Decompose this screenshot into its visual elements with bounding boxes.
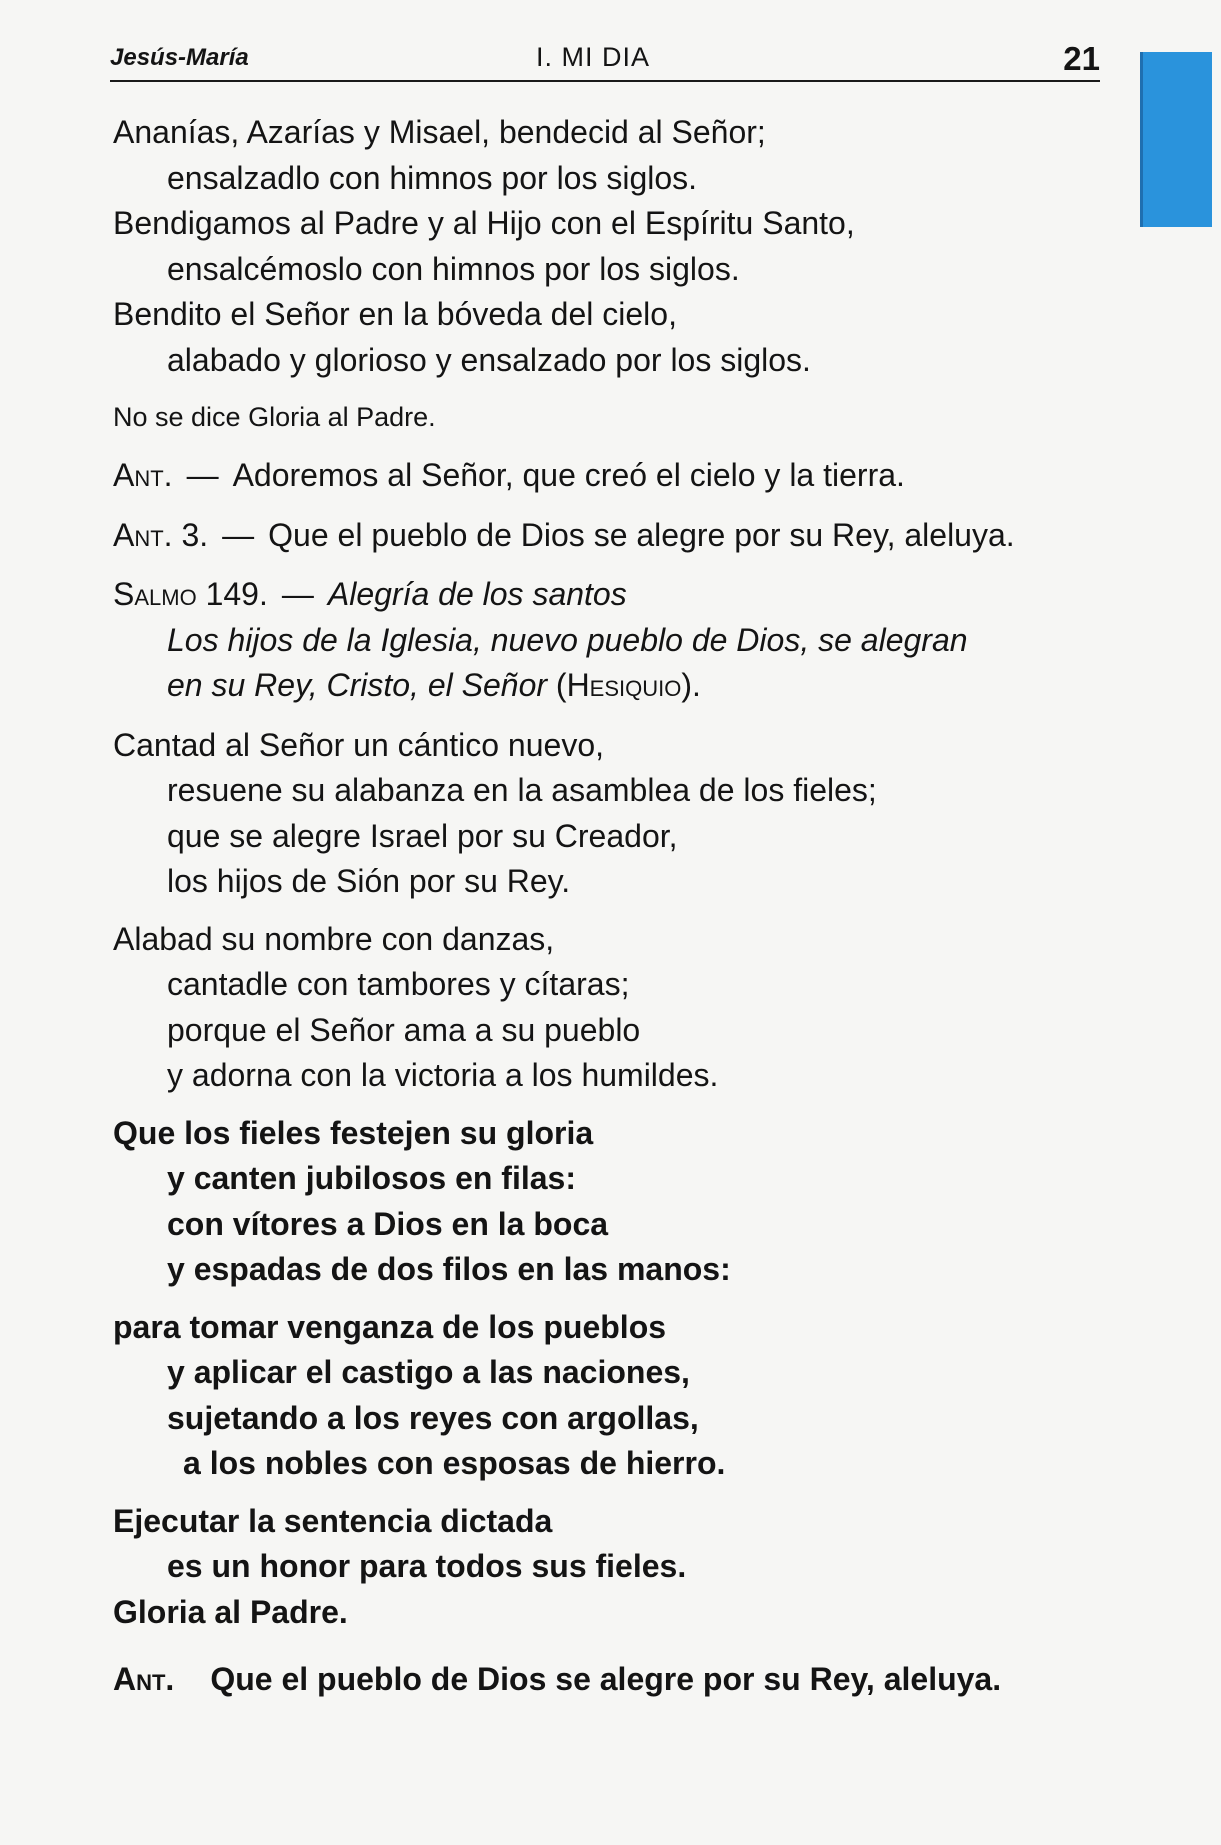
verse-line: que se alegre Israel por su Creador,	[167, 817, 678, 854]
verse-line: Bendito el Señor en la bóveda del cielo,	[113, 296, 677, 332]
antiphon-3	[113, 513, 1113, 559]
psalm-title: Alegría de los santos	[327, 576, 627, 612]
verse-line: es un honor para todos sus fieles.	[167, 1548, 687, 1584]
stanza-4	[113, 1305, 1113, 1487]
page-header	[110, 40, 1100, 82]
verse-line: sujetando a los reyes con argollas,	[167, 1399, 699, 1436]
rubric-note: No se dice Gloria al Padre.	[113, 402, 436, 432]
antiphon-label: Ant.	[113, 1661, 175, 1697]
verse-line: y espadas de dos filos en las manos:	[167, 1251, 731, 1287]
psalm-label: Salmo 149.	[113, 576, 268, 612]
psalm-subtitle: en su Rey, Cristo, el Señor	[167, 667, 548, 703]
verse-line: a los nobles con esposas de hierro.	[183, 1445, 726, 1481]
verse-line: resuene su alabanza en la asamblea de los fieles;	[167, 772, 877, 808]
em-dash: —	[222, 516, 255, 553]
verse-line: ensalcémoslo con himnos por los siglos.	[167, 250, 740, 287]
verse-line: Ejecutar la sentencia dictada	[113, 1502, 553, 1539]
running-head-center: I. MI DIA	[536, 42, 651, 72]
verse-line: porque el Señor ama a su pueblo	[167, 1011, 641, 1048]
verse-line: Cantad al Señor un cántico nuevo,	[113, 726, 604, 763]
page-number: 21	[1063, 40, 1100, 77]
stanza-5	[113, 1499, 1113, 1636]
psalm-heading	[113, 572, 1113, 709]
verse-line: para tomar venganza de los pueblos	[113, 1308, 667, 1345]
verse-line: y aplicar el castigo a las naciones,	[167, 1354, 690, 1390]
page-body	[113, 110, 1113, 1703]
antiphon-label: Ant. 3.	[113, 516, 209, 553]
verse-line: con vítores a Dios en la boca	[167, 1205, 609, 1242]
verse-line: y canten jubilosos en filas:	[167, 1160, 576, 1196]
section-thumb-tab	[1140, 52, 1212, 227]
antiphon-1	[113, 453, 1113, 499]
verse-line: y adorna con la victoria a los humildes.	[167, 1057, 719, 1093]
verse-line: cantadle con tambores y cítaras;	[167, 966, 630, 1002]
antiphon-text: Adoremos al Señor, que creó el cielo y la tierra.	[232, 457, 905, 493]
psalm-subtitle: Los hijos de la Iglesia, nuevo pueblo de Dios, se alegran	[167, 621, 968, 658]
verse-line: ensalzadlo con himnos por los siglos.	[167, 159, 698, 196]
antiphon-text: Que el pueblo de Dios se alegre por su Rey, aleluya.	[268, 516, 1015, 553]
em-dash: —	[281, 576, 314, 612]
psalm-subtitle-end	[113, 663, 1113, 709]
psalm-source: (Hesiquio).	[555, 667, 701, 703]
verse-line: los hijos de Sión por su Rey.	[167, 863, 571, 899]
antiphon-final	[113, 1657, 1113, 1703]
stanza-1	[113, 723, 1113, 905]
verse-line: Alabad su nombre con danzas,	[113, 920, 555, 957]
doxology-line: Gloria al Padre.	[113, 1593, 348, 1630]
stanza-2	[113, 917, 1113, 1099]
antiphon-label: Ant.	[113, 457, 173, 493]
antiphon-text: Que el pueblo de Dios se alegre por su Rey, aleluya.	[210, 1661, 1002, 1697]
verse-line: Bendigamos al Padre y al Hijo con el Espíritu Santo,	[113, 205, 855, 241]
running-head-left: Jesús-María	[110, 44, 249, 71]
em-dash: —	[186, 457, 219, 493]
verse-line: Que los fieles festejen su gloria	[113, 1114, 594, 1151]
stanza-3	[113, 1111, 1113, 1293]
verse-line: Ananías, Azarías y Misael, bendecid al Señor;	[113, 114, 766, 150]
canticle-ending	[113, 110, 1113, 383]
verse-line: alabado y glorioso y ensalzado por los siglos.	[167, 341, 811, 378]
